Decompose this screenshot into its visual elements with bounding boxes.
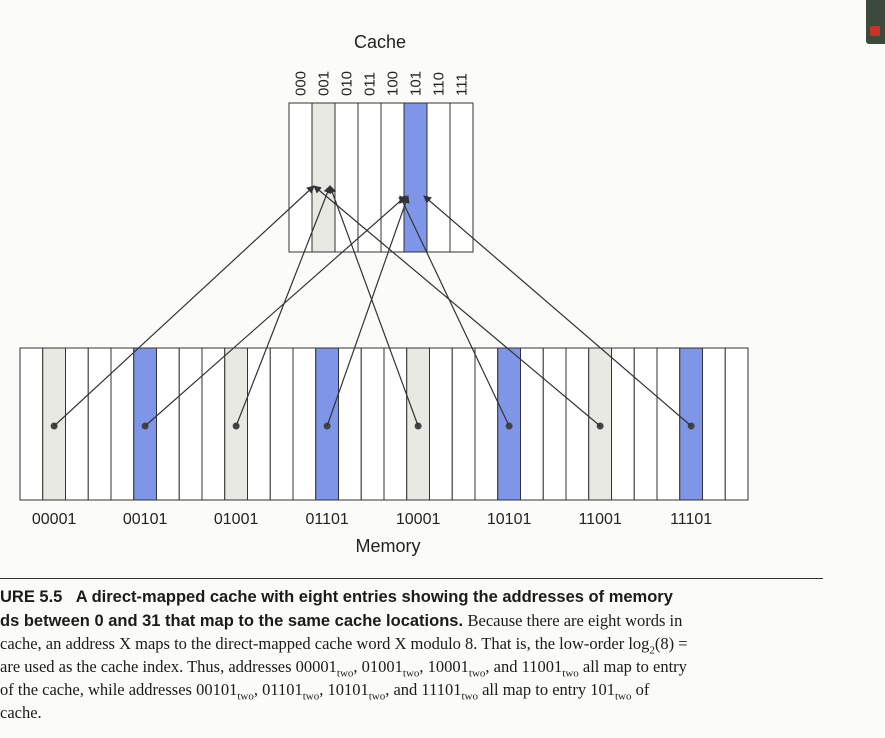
memory-word-12 [293,348,316,500]
memory-word-19 [452,348,475,500]
cache-entry-3 [358,103,381,252]
cache-index-label: 001 [315,70,333,96]
cache-index-label: 010 [338,70,356,96]
memory-address-label: 00001 [31,511,77,528]
memory-address-label: 11001 [578,511,622,528]
caption-addr: , and 11001 [485,657,563,676]
memory-word-15 [361,348,384,500]
memory-address-label: 00101 [122,511,168,528]
caption-text-line5-end: all map to entry 101 [482,680,615,699]
subscript-two: two [402,667,420,680]
cache-entry-0 [289,103,312,252]
memory-title: Memory [355,536,421,556]
caption-addr: , 10101 [319,680,369,699]
memory-word-20 [475,348,498,500]
subscript-two: two [237,690,254,703]
figure-caption [0,586,830,724]
subscript-two: two [461,690,478,703]
memory-word-24 [566,348,589,500]
caption-text-line2: Because there are eight words in [467,611,683,630]
cache-index-label: 000 [292,70,310,96]
caption-title-line1: A direct-mapped cache with eight entries showing the addresses of memory [75,588,673,606]
cache-entry-4 [381,103,404,252]
memory-word-28 [657,348,680,500]
memory-word-11 [270,348,293,500]
memory-address-label: 11101 [670,511,713,528]
memory-word-23 [543,348,566,500]
subscript-two: two [368,690,386,703]
caption-addr: , and 11101 [385,680,462,699]
caption-addr: , 01101 [253,680,303,699]
memory-word-31 [725,348,748,500]
caption-text-line4-end: all map to entry [582,657,687,676]
cache-entry-1 [312,103,335,252]
memory-word-26 [612,348,635,500]
memory-word-7 [179,348,202,500]
memory-word-27 [634,348,657,500]
memory-word-2 [66,348,89,500]
cache-index-label: 011 [361,72,379,96]
subscript-two: two [336,667,354,680]
caption-rule [0,578,823,579]
caption-addr: , 01001 [353,657,403,676]
memory-address-label: 01001 [213,511,259,528]
cache-index-label: 100 [384,70,402,96]
memory-address-label: 10101 [486,511,532,528]
memory-word-14 [339,348,362,500]
memory-word-18 [430,348,453,500]
caption-text-line3-end: (8) = [654,634,688,653]
cache-entry-7 [450,103,473,252]
memory-word-8 [202,348,225,500]
caption-text-line4: are used as the cache index. Thus, addresses 00001 [0,657,337,676]
cache-entry-6 [427,103,450,252]
cache-title: Cache [353,32,407,52]
cache-index-label: 101 [407,70,425,96]
memory-word-10 [248,348,271,500]
cache-index-label: 111 [453,73,471,96]
memory-word-16 [384,348,407,500]
subscript-two: two [562,667,579,680]
figure-label: URE 5.5 [0,588,63,606]
memory-word-22 [521,348,544,500]
subscript: 2 [649,644,655,657]
memory-word-6 [157,348,180,500]
caption-text-line3: cache, an address X maps to the direct-mapped cache word X modulo 8. That is, the low-order log [0,634,650,653]
caption-title-line2: ds between 0 and 31 that map to the same cache locations. [0,612,464,630]
caption-text-line5-tail: of [635,680,650,699]
memory-address-label: 10001 [395,511,441,528]
subscript-two: two [468,667,486,680]
subscript-two: two [302,690,320,703]
memory-word-3 [88,348,111,500]
caption-addr: , 10001 [419,657,469,676]
memory-word-0 [20,348,43,500]
cache-index-label: 110 [430,72,448,96]
memory-word-30 [703,348,726,500]
caption-text-line6: cache. [0,703,42,722]
caption-text-line5: of the cache, while addresses 00101 [0,680,238,699]
memory-address-label: 01101 [305,511,349,528]
subscript-two: two [614,690,632,703]
